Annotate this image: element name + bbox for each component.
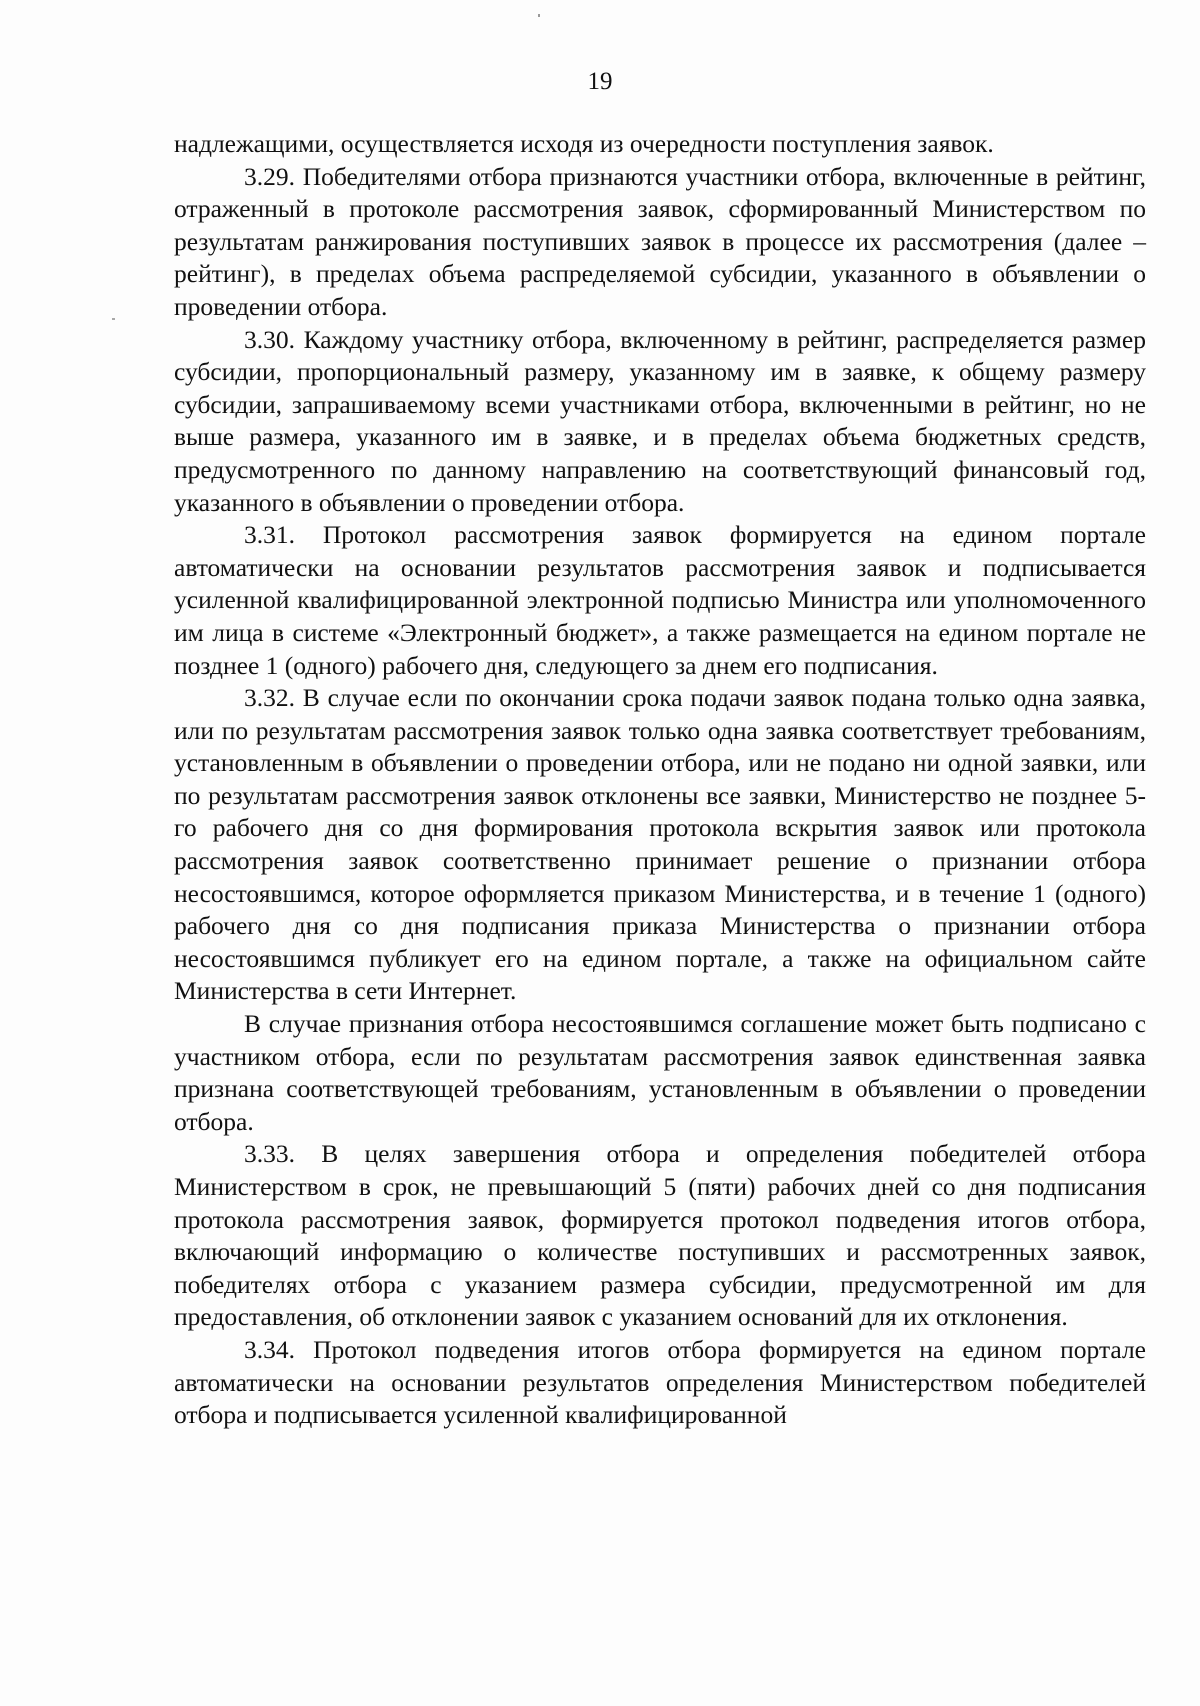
paragraph-3-33: 3.33. В целях завершения отбора и определения победителей отбора Министерством в срок, не превышающий 5 (пяти) рабочих дней со дня подписания протокола рассмотрения заявок, формируется протокол подведения итогов отбора, включающий информацию о количестве поступивших и рассмотренных заявок, победителях отбора с указанием размера субсидии, предусмотренной им для предоставления, об отклонении заявок с указанием оснований для их отклонения. xyxy=(174,1139,1146,1332)
paragraph-3-32: 3.32. В случае если по окончании срока подачи заявок подана только одна заявка, или по результатам рассмотрения заявок только одна заявка соответствует требованиям, установленным в объявлении о проведении отбора, или не подано ни одной заявки, или по результатам рассмотрения заявок отклонены все заявки, Министерство не позднее 5-го рабочего дня со дня формирования протокола вскрытия заявок или протокола рассмотрения заявок соответственно принимает решение о признании отбора несостоявшимся, которое оформляется приказом Министерства, и в течение 1 (одного) рабочего дня со дня подписания приказа Министерства о признании отбора несостоявшимся публикует его на едином портале, а также на официальном сайте Министерства в сети Интернет. xyxy=(174,683,1146,1006)
paragraph-3-32-failed-selection: В случае признания отбора несостоявшимся соглашение может быть подписано с участником отбора, если по результатам рассмотрения заявок единственная заявка признана соответствующей требованиям, установленным в объявлении о проведении отбора. xyxy=(174,1009,1146,1136)
paragraph-3-29: 3.29. Победителями отбора признаются участники отбора, включенные в рейтинг, отраженный в протоколе рассмотрения заявок, сформированный Министерством по результатам ранжирования поступивших заявок в процессе их рассмотрения (далее – рейтинг), в пределах объема распределяемой субсидии, указанного в объявлении о проведении отбора. xyxy=(174,161,1146,321)
document-body xyxy=(174,128,1146,1432)
paragraph-3-34: 3.34. Протокол подведения итогов отбора формируется на едином портале автоматически на основании результатов определения Министерством победителей отбора и подписывается усиленной квалифицированной xyxy=(174,1334,1146,1430)
paragraph-3-31: 3.31. Протокол рассмотрения заявок формируется на едином портале автоматически на основании результатов рассмотрения заявок и подписывается усиленной квалифицированной электронной подписью Министра или уполномоченного им лица в системе «Электронный бюджет», а также размещается на едином портале не позднее 1 (одного) рабочего дня, следующего за днем его подписания. xyxy=(174,520,1146,680)
scan-artifact xyxy=(538,14,540,17)
paragraph-continuation: надлежащими, осуществляется исходя из очередности поступления заявок. xyxy=(174,129,994,158)
page-number: 19 xyxy=(587,68,613,95)
paragraph-3-30: 3.30. Каждому участнику отбора, включенному в рейтинг, распределяется размер субсидии, пропорциональный размеру, указанному им в заявке, к общему размеру субсидии, запрашиваемому всеми участниками отбора, включенными в рейтинг, но не выше размера, указанного им в заявке, и в пределах объема бюджетных средств, предусмотренного по данному направлению на соответствующий финансовый год, указанного в объявлении о проведении отбора. xyxy=(174,324,1146,517)
scan-artifact xyxy=(112,318,115,320)
